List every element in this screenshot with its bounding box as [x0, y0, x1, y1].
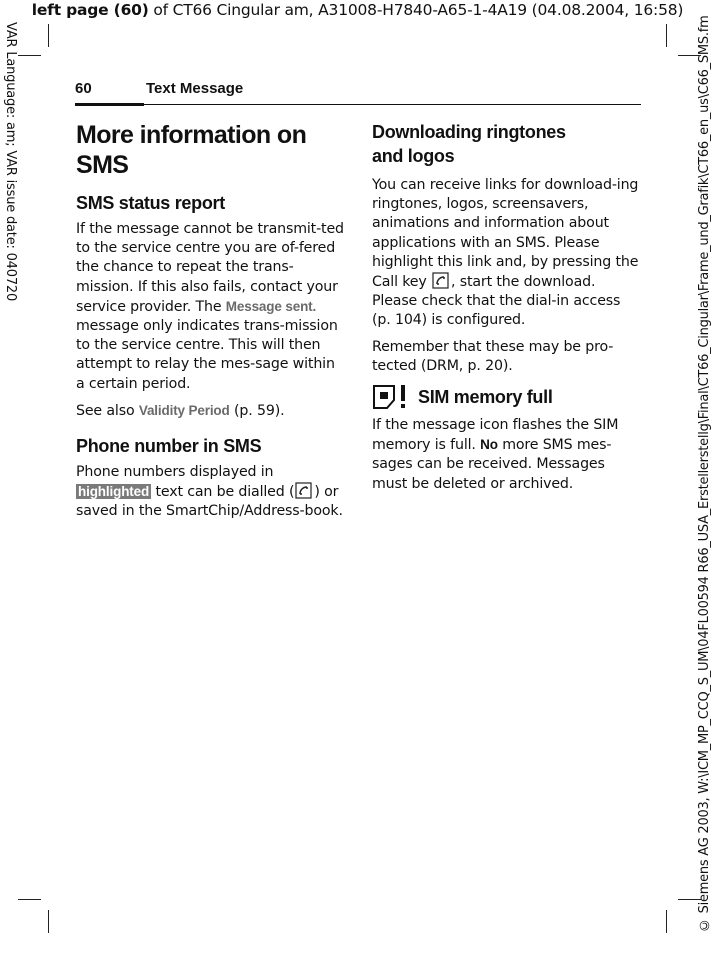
text-run: , start the download. Please check that the dial-in access (p. 104) is configured.	[372, 274, 621, 329]
crop-mark	[48, 24, 49, 47]
call-key-icon	[432, 272, 450, 289]
heading-sms-status-report: SMS status report	[76, 193, 225, 213]
call-key-icon	[295, 482, 313, 499]
right-column	[372, 120, 640, 501]
paragraph-downloading	[372, 176, 640, 331]
print-page-ref: left page (60)	[31, 1, 149, 19]
page-number: 60	[75, 80, 92, 97]
header-rule-thin	[144, 104, 641, 105]
keyword-no: No	[480, 437, 498, 453]
text-run: If the message cannot be transmit-ted to the service centre you are of-fered the chance to repeat the trans-mission. If this also fails, contact your service provider. The	[76, 221, 344, 315]
text-run: Phone numbers displayed in	[76, 464, 274, 481]
crop-mark	[666, 24, 667, 47]
paragraph-sim-memory-full	[372, 416, 640, 494]
text-run: (p. 59).	[229, 402, 285, 419]
heading-line: and logos	[372, 146, 455, 166]
paragraph-drm-note: Remember that these may be pro-tected (DRM, p. 20).	[372, 338, 614, 374]
text-run: If the message icon flashes the SIM memory is full.	[372, 417, 619, 454]
text-run: You can receive links for download-ing ringtones, logos, screensavers, animations and information about applications with an SMS. Please highlight this link and, by pressing the Call key	[372, 177, 639, 291]
heading-downloading-ringtones	[372, 120, 640, 168]
crop-mark	[48, 910, 49, 933]
crop-mark	[666, 910, 667, 933]
text-run: ) or saved in the SmartChip/Address-book.	[76, 484, 343, 520]
sim-memory-full-header	[372, 383, 640, 411]
header-rule-thick	[75, 103, 144, 106]
ui-term-message-sent: Message sent.	[225, 298, 317, 314]
text-run: See also	[76, 402, 139, 419]
text-run: more SMS mes-sages can be received. Messages must be deleted or archived.	[372, 437, 612, 492]
heading-sim-memory-full: SIM memory full	[418, 386, 553, 407]
crop-mark	[18, 899, 41, 900]
print-header-line	[0, 0, 715, 20]
running-header-title: Text Message	[146, 80, 244, 97]
print-side-left: VAR Language: am; VAR issue date: 040720	[3, 22, 18, 302]
text-run: message only indicates trans-mission to the service centre. This will then attempt to relay the mes-sage within a certain period.	[76, 318, 338, 392]
heading-phone-number-in-sms: Phone number in SMS	[76, 436, 262, 457]
print-doc-ref: of CT66 Cingular am, A31008-H7840-A65-1-4A19 (04.08.2004, 16:58)	[148, 1, 684, 19]
crop-mark	[18, 55, 41, 56]
text-run: text can be dialled (	[151, 484, 295, 501]
paragraph-status-report	[76, 220, 346, 394]
left-column	[76, 120, 346, 529]
page-title: More information on SMS	[76, 121, 307, 179]
paragraph-see-also	[76, 401, 346, 421]
print-side-right: © Siemens AG 2003, W:\ICM_MP_CCQ_S_UM\04FL00594 R66_USA_Erstellerstellg\Final\CT66_Cingular\Frame_und_Grafik\CT66_en_us\C66_SMS.fm	[697, 16, 712, 933]
highlighted-text-sample: highlighted	[78, 484, 150, 500]
sim-memory-full-icon	[372, 383, 408, 411]
heading-line: Downloading ringtones	[372, 122, 566, 142]
ui-term-validity-period: Validity Period	[138, 402, 230, 418]
paragraph-phone-number	[76, 463, 346, 522]
